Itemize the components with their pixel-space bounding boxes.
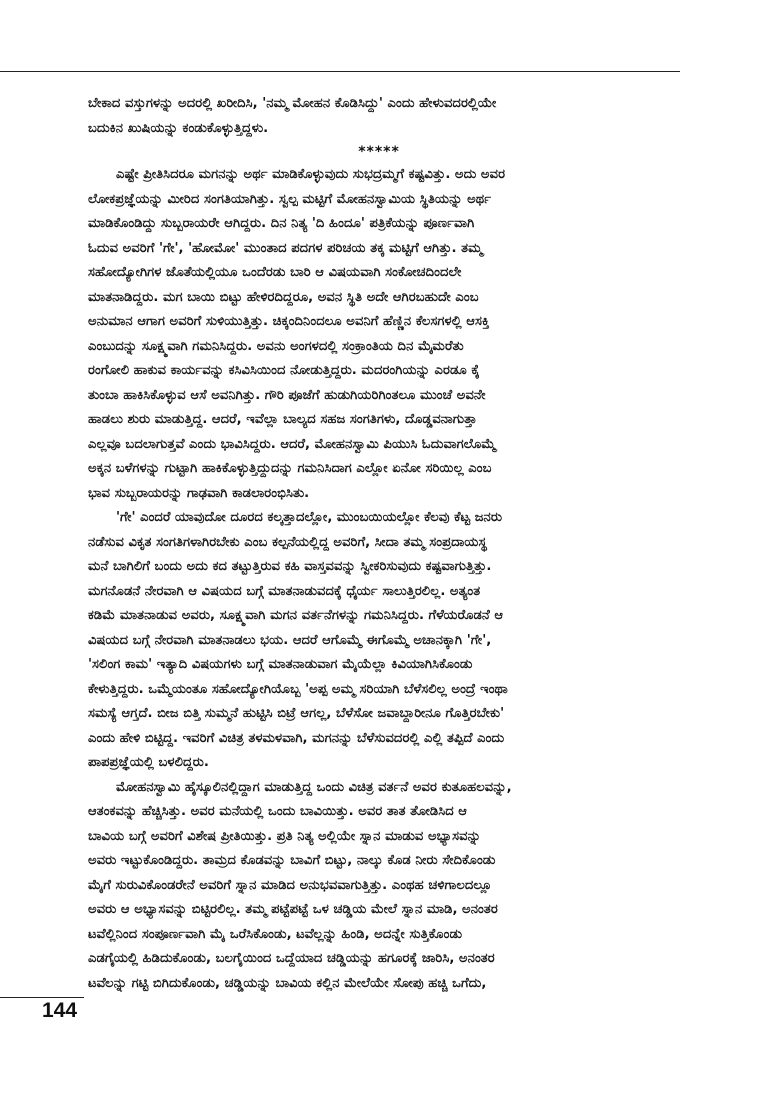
text-line: ಬಾವಿಯ ಬಗ್ಗೆ ಅವರಿಗೆ ವಿಶೇಷ ಪ್ರೀತಿಯಿತ್ತು. ಪ್ರತಿ ನಿತ್ಯ ಅಲ್ಲಿಯೇ ಸ್ನಾನ ಮಾಡುವ ಅಭ್ಯಾಸವನ್ನು: [88, 828, 481, 844]
text-line: ಟವೆಲ್ಲಿನಿಂದ ಸಂಪೂರ್ಣವಾಗಿ ಮೈ ಒರೆಸಿಕೊಂಡು, ಟವೆಲ್ಲನ್ನು ಹಿಂಡಿ, ಅದನ್ನೇ ಸುತ್ತಿಕೊಂಡು: [88, 926, 463, 942]
text-line: ಎಂಬುದನ್ನು ಸೂಕ್ಷ್ಮವಾಗಿ ಗಮನಿಸಿದ್ದರು. ಅವನು ಅಂಗಳದಲ್ಲಿ ಸಂಕ್ರಾಂತಿಯ ದಿನ ಮೈಮರೆತು: [88, 338, 464, 354]
page-number: 144: [42, 999, 78, 1022]
text-line: ಅನುಮಾನ ಆಗಾಗ ಅವರಿಗೆ ಸುಳಿಯುತ್ತಿತ್ತು. ಚಿಕ್ಕಂದಿನಿಂದಲೂ ಅವನಿಗೆ ಹೆಣ್ಣಿನ ಕೆಲಸಗಳಲ್ಲಿ ಆಸಕ್ತಿ: [88, 314, 490, 329]
text-line: ಹಾಡಲು ಶುರು ಮಾಡುತ್ತಿದ್ದ. ಆದರೆ, ಇವೆಲ್ಲಾ ಬಾಲ್ಯದ ಸಹಜ ಸಂಗತಿಗಳು, ದೊಡ್ಡವನಾಗುತ್ತಾ: [88, 412, 477, 427]
text-line: ಎಷ್ಟೇ ಪ್ರೀತಿಸಿದರೂ ಮಗನನ್ನು ಅರ್ಥ ಮಾಡಿಕೊಳ್ಳುವುದು ಸುಭದ್ರಮ್ಮಗೆ ಕಷ್ಟವಿತ್ತು. ಅದು ಅವರ: [116, 167, 506, 182]
text-line: ವಿಷಯದ ಬಗ್ಗೆ ನೇರವಾಗಿ ಮಾತನಾಡಲು ಭಯ. ಆದರೆ ಆಗೊಮ್ಮೆ ಈಗೊಮ್ಮೆ ಅಚಾನಕ್ಕಾಗಿ 'ಗೇ',: [88, 632, 492, 648]
text-line: ನಡೆಸುವ ವಿಕೃತ ಸಂಗತಿಗಳಾಗಿರಬೇಕು ಎಂಬ ಕಲ್ಪನೆಯಲ್ಲಿದ್ದ ಅವರಿಗೆ, ಸೀದಾ ತಮ್ಮ ಸಂಪ್ರದಾಯಸ್ಥ: [88, 534, 487, 550]
text-line: ಎಡಗೈಯಲ್ಲಿ ಹಿಡಿದುಕೊಂಡು, ಬಲಗೈಯಿಂದ ಒದ್ದೆಯಾದ ಚಡ್ಡಿಯನ್ನು ಹಗೂರಕ್ಕೆ ಜಾರಿಸಿ, ಅನಂತರ: [88, 951, 495, 966]
text-line: ಮಾತನಾಡಿದ್ದರು. ಮಗ ಬಾಯಿ ಬಿಟ್ಟು ಹೇಳಿರದಿದ್ದರೂ, ಅವನ ಸ್ಥಿತಿ ಅದೇ ಆಗಿರಬಹುದೇ ಎಂಬ: [88, 289, 479, 305]
text-line: ರಂಗೋಲಿ ಹಾಕುವ ಕಾರ್ಯವನ್ನು ಕಸಿವಿಸಿಯಿಂದ ನೋಡುತ್ತಿದ್ದರು. ಮದರಂಗಿಯನ್ನು ಎರಡೂ ಕೈ: [88, 363, 481, 378]
page-body: [88, 92, 670, 996]
text-line: ಕೇಳುತ್ತಿದ್ದರು. ಒಮ್ಮೆಯಂತೂ ಸಹೋದ್ಯೋಗಿಯೊಬ್ಬ 'ಅಪ್ಪ ಅಮ್ಮ ಸರಿಯಾಗಿ ಬೆಳೆಸಲಿಲ್ಲ ಅಂದ್ರೆ ಇಂಥಾ: [88, 681, 508, 697]
text-line: ಮಾಡಿಕೊಂಡಿದ್ದು ಸುಬ್ಬರಾಯರೇ ಆಗಿದ್ದರು. ದಿನ ನಿತ್ಯ 'ದಿ ಹಿಂದೂ' ಪತ್ರಿಕೆಯನ್ನು ಪೂರ್ಣವಾಗಿ: [88, 216, 475, 231]
text-line: ಎಂದು ಹೇಳಿ ಬಿಟ್ಟಿದ್ದ. ಇವರಿಗೆ ವಿಚಿತ್ರ ತಳಮಳವಾಗಿ, ಮಗನನ್ನು ಬೆಳೆಸುವದರಲ್ಲಿ ಎಲ್ಲಿ ತಪ್ಪಿದೆ ಎಂದು: [88, 730, 505, 746]
text-line: ಅವರು ಇಟ್ಟುಕೊಂಡಿದ್ದರು. ತಾಮ್ರದ ಕೊಡವನ್ನು ಬಾವಿಗೆ ಬಿಟ್ಟು, ನಾಲ್ಕು ಕೊಡ ನೀರು ಸೇದಿಕೊಂಡು: [88, 853, 496, 868]
paragraph: [88, 506, 670, 776]
text-line: 'ಗೇ' ಎಂದರೆ ಯಾವುದೋ ದೂರದ ಕಲ್ಕತ್ತಾದಲ್ಲೋ, ಮುಂಬಯಿಯಲ್ಲೋ ಕೆಲವು ಕೆಟ್ಟ ಜನರು: [116, 510, 503, 525]
paragraph: [88, 776, 670, 997]
text-line: ಕಡಿಮೆ ಮಾತನಾಡುವ ಅವರು, ಸೂಕ್ಷ್ಮವಾಗಿ ಮಗನ ವರ್ತನೆಗಳನ್ನು ಗಮನಿಸಿದ್ದರು. ಗೆಳೆಯರೊಡನೆ ಆ: [88, 608, 504, 623]
section-separator: *****: [358, 144, 400, 160]
text-line: ಮಗನೊಡನೆ ನೇರವಾಗಿ ಆ ವಿಷಯದ ಬಗ್ಗೆ ಮಾತನಾಡುವದಕ್ಕೆ ಧೈರ್ಯ ಸಾಲುತ್ತಿರಲಿಲ್ಲ. ಅತ್ಯಂತ: [88, 583, 481, 599]
text-line: ಮನೆ ಬಾಗಿಲಿಗೆ ಬಂದು ಅದು ಕದ ತಟ್ಟುತ್ತಿರುವ ಕಹಿ ವಾಸ್ತವವನ್ನು ಸ್ವೀಕರಿಸುವುದು ಕಷ್ಟವಾಗುತ್ತಿತ್ತು.: [88, 559, 492, 574]
text-line: 'ಸಲಿಂಗ ಕಾಮ' ಇತ್ಯಾದಿ ವಿಷಯಗಳು ಬಗ್ಗೆ ಮಾತನಾಡುವಾಗ ಮೈಯೆಲ್ಲಾ ಕಿವಿಯಾಗಿಸಿಕೊಂಡು: [88, 657, 473, 672]
text-line: ಬೇಕಾದ ವಸ್ತುಗಳನ್ನು ಅದರಲ್ಲಿ ಖರೀದಿಸಿ, 'ನಮ್ಮ ಮೋಹನ ಕೊಡಿಸಿದ್ದು' ಎಂದು ಹೇಳುವದರಲ್ಲಿಯೇ: [88, 96, 497, 111]
text-line: ಅಕ್ಕನ ಬಳೆಗಳನ್ನು ಗುಟ್ಟಾಗಿ ಹಾಕಿಕೊಳ್ಳುತ್ತಿದ್ದುದನ್ನು ಗಮನಿಸಿದಾಗ ಎಲ್ಲೋ ಏನೋ ಸರಿಯಿಲ್ಲ ಎಂಬ: [88, 461, 492, 476]
text-line: ಮೈಗೆ ಸುರುವಿಕೊಂಡರೇನೆ ಅವರಿಗೆ ಸ್ನಾನ ಮಾಡಿದ ಅನುಭವವಾಗುತ್ತಿತ್ತು. ಎಂಥಹ ಚಳಿಗಾಲದಲ್ಲೂ: [88, 877, 492, 893]
text-line: ಆತಂಕವನ್ನು ಹೆಚ್ಚಿಸಿತ್ತು. ಅವರ ಮನೆಯಲ್ಲಿ ಒಂದು ಬಾವಿಯಿತ್ತು. ಅವರ ತಾತ ತೋಡಿಸಿದ ಆ: [88, 804, 468, 819]
text-line: ಮೋಹನಸ್ವಾಮಿ ಹೈಸ್ಕೂಲಿನಲ್ಲಿದ್ದಾಗ ಮಾಡುತ್ತಿದ್ದ ಒಂದು ವಿಚಿತ್ರ ವರ್ತನೆ ಅವರ ಕುತೂಹಲವನ್ನು,: [116, 779, 512, 795]
text-line: ಟವೆಲನ್ನು ಗಟ್ಟಿ ಬಿಗಿದುಕೊಂಡು, ಚಡ್ಡಿಯನ್ನು ಬಾವಿಯ ಕಲ್ಲಿನ ಮೇಲೆಯೇ ಸೋಪು ಹಚ್ಚಿ ಒಗೆದು,: [88, 975, 487, 991]
text-line: ಸಮಸ್ಯೆ ಆಗ್ತದೆ. ಬೀಜ ಬಿತ್ತಿ ಸುಮ್ಮನೆ ಹುಟ್ಟಿಸಿ ಬಿಟ್ರೆ ಆಗಲ್ಲ, ಬೆಳೆಸೋ ಜವಾಬ್ದಾರೀನೂ ಗೊತ್ತಿರಬೇಕು': [88, 706, 505, 721]
text-line: ಭಾವ ಸುಬ್ಬರಾಯರನ್ನು ಗಾಢವಾಗಿ ಕಾಡಲಾರಂಭಿಸಿತು.: [88, 485, 310, 501]
text-line: ಬದುಕಿನ ಖುಷಿಯನ್ನು ಕಂಡುಕೊಳ್ಳುತ್ತಿದ್ದಳು.: [88, 120, 269, 136]
text-line: ಓದುವ ಅವರಿಗೆ 'ಗೇ', 'ಹೋಮೋ' ಮುಂತಾದ ಪದಗಳ ಪರಿಚಯ ತಕ್ಕ ಮಟ್ಟಿಗೆ ಆಗಿತ್ತು. ತಮ್ಮ: [88, 240, 483, 256]
text-line: ಎಲ್ಲವೂ ಬದಲಾಗುತ್ತವೆ ಎಂದು ಭಾವಿಸಿದ್ದರು. ಆದರೆ, ಮೋಹನಸ್ವಾಮಿ ಪಿಯುಸಿ ಓದುವಾಗಲೊಮ್ಮೆ: [88, 436, 497, 452]
paragraph: [88, 163, 670, 506]
text-line: ತುಂಬಾ ಹಾಕಿಸಿಕೊಳ್ಳುವ ಆಸೆ ಅವನಿಗಿತ್ತು. ಗೌರಿ ಪೂಜೆಗೆ ಹುಡುಗಿಯರಿಗಿಂತಲೂ ಮುಂಚೆ ಅವನೇ: [88, 387, 486, 403]
text-line: ಅವರು ಆ ಅಭ್ಯಾಸವನ್ನು ಬಿಟ್ಟಿರಲಿಲ್ಲ. ತಮ್ಮ ಪಟ್ಟೆಪಟ್ಟೆ ಒಳ ಚಡ್ಡಿಯ ಮೇಲೆ ಸ್ನಾನ ಮಾಡಿ, ಅನಂತರ: [88, 902, 498, 917]
header-rule: [0, 71, 680, 72]
text-line: ಪಾಪಪ್ರಜ್ಞೆಯಲ್ಲಿ ಬಳಲಿದ್ದರು.: [88, 755, 209, 770]
text-line: ಸಹೋದ್ಯೋಗಿಗಳ ಜೊತೆಯಲ್ಲಿಯೂ ಒಂದೆರಡು ಬಾರಿ ಆ ವಿಷಯವಾಗಿ ಸಂಕೋಚದಿಂದಲೇ: [88, 265, 462, 280]
paragraph: [88, 92, 670, 141]
text-line: ಲೋಕಪ್ರಜ್ಞೆಯನ್ನು ಮೀರಿದ ಸಂಗತಿಯಾಗಿತ್ತು. ಸ್ವಲ್ಪ ಮಟ್ಟಿಗೆ ಮೋಹನಸ್ವಾಮಿಯ ಸ್ಥಿತಿಯನ್ನು ಅರ್ಥ: [88, 191, 492, 207]
